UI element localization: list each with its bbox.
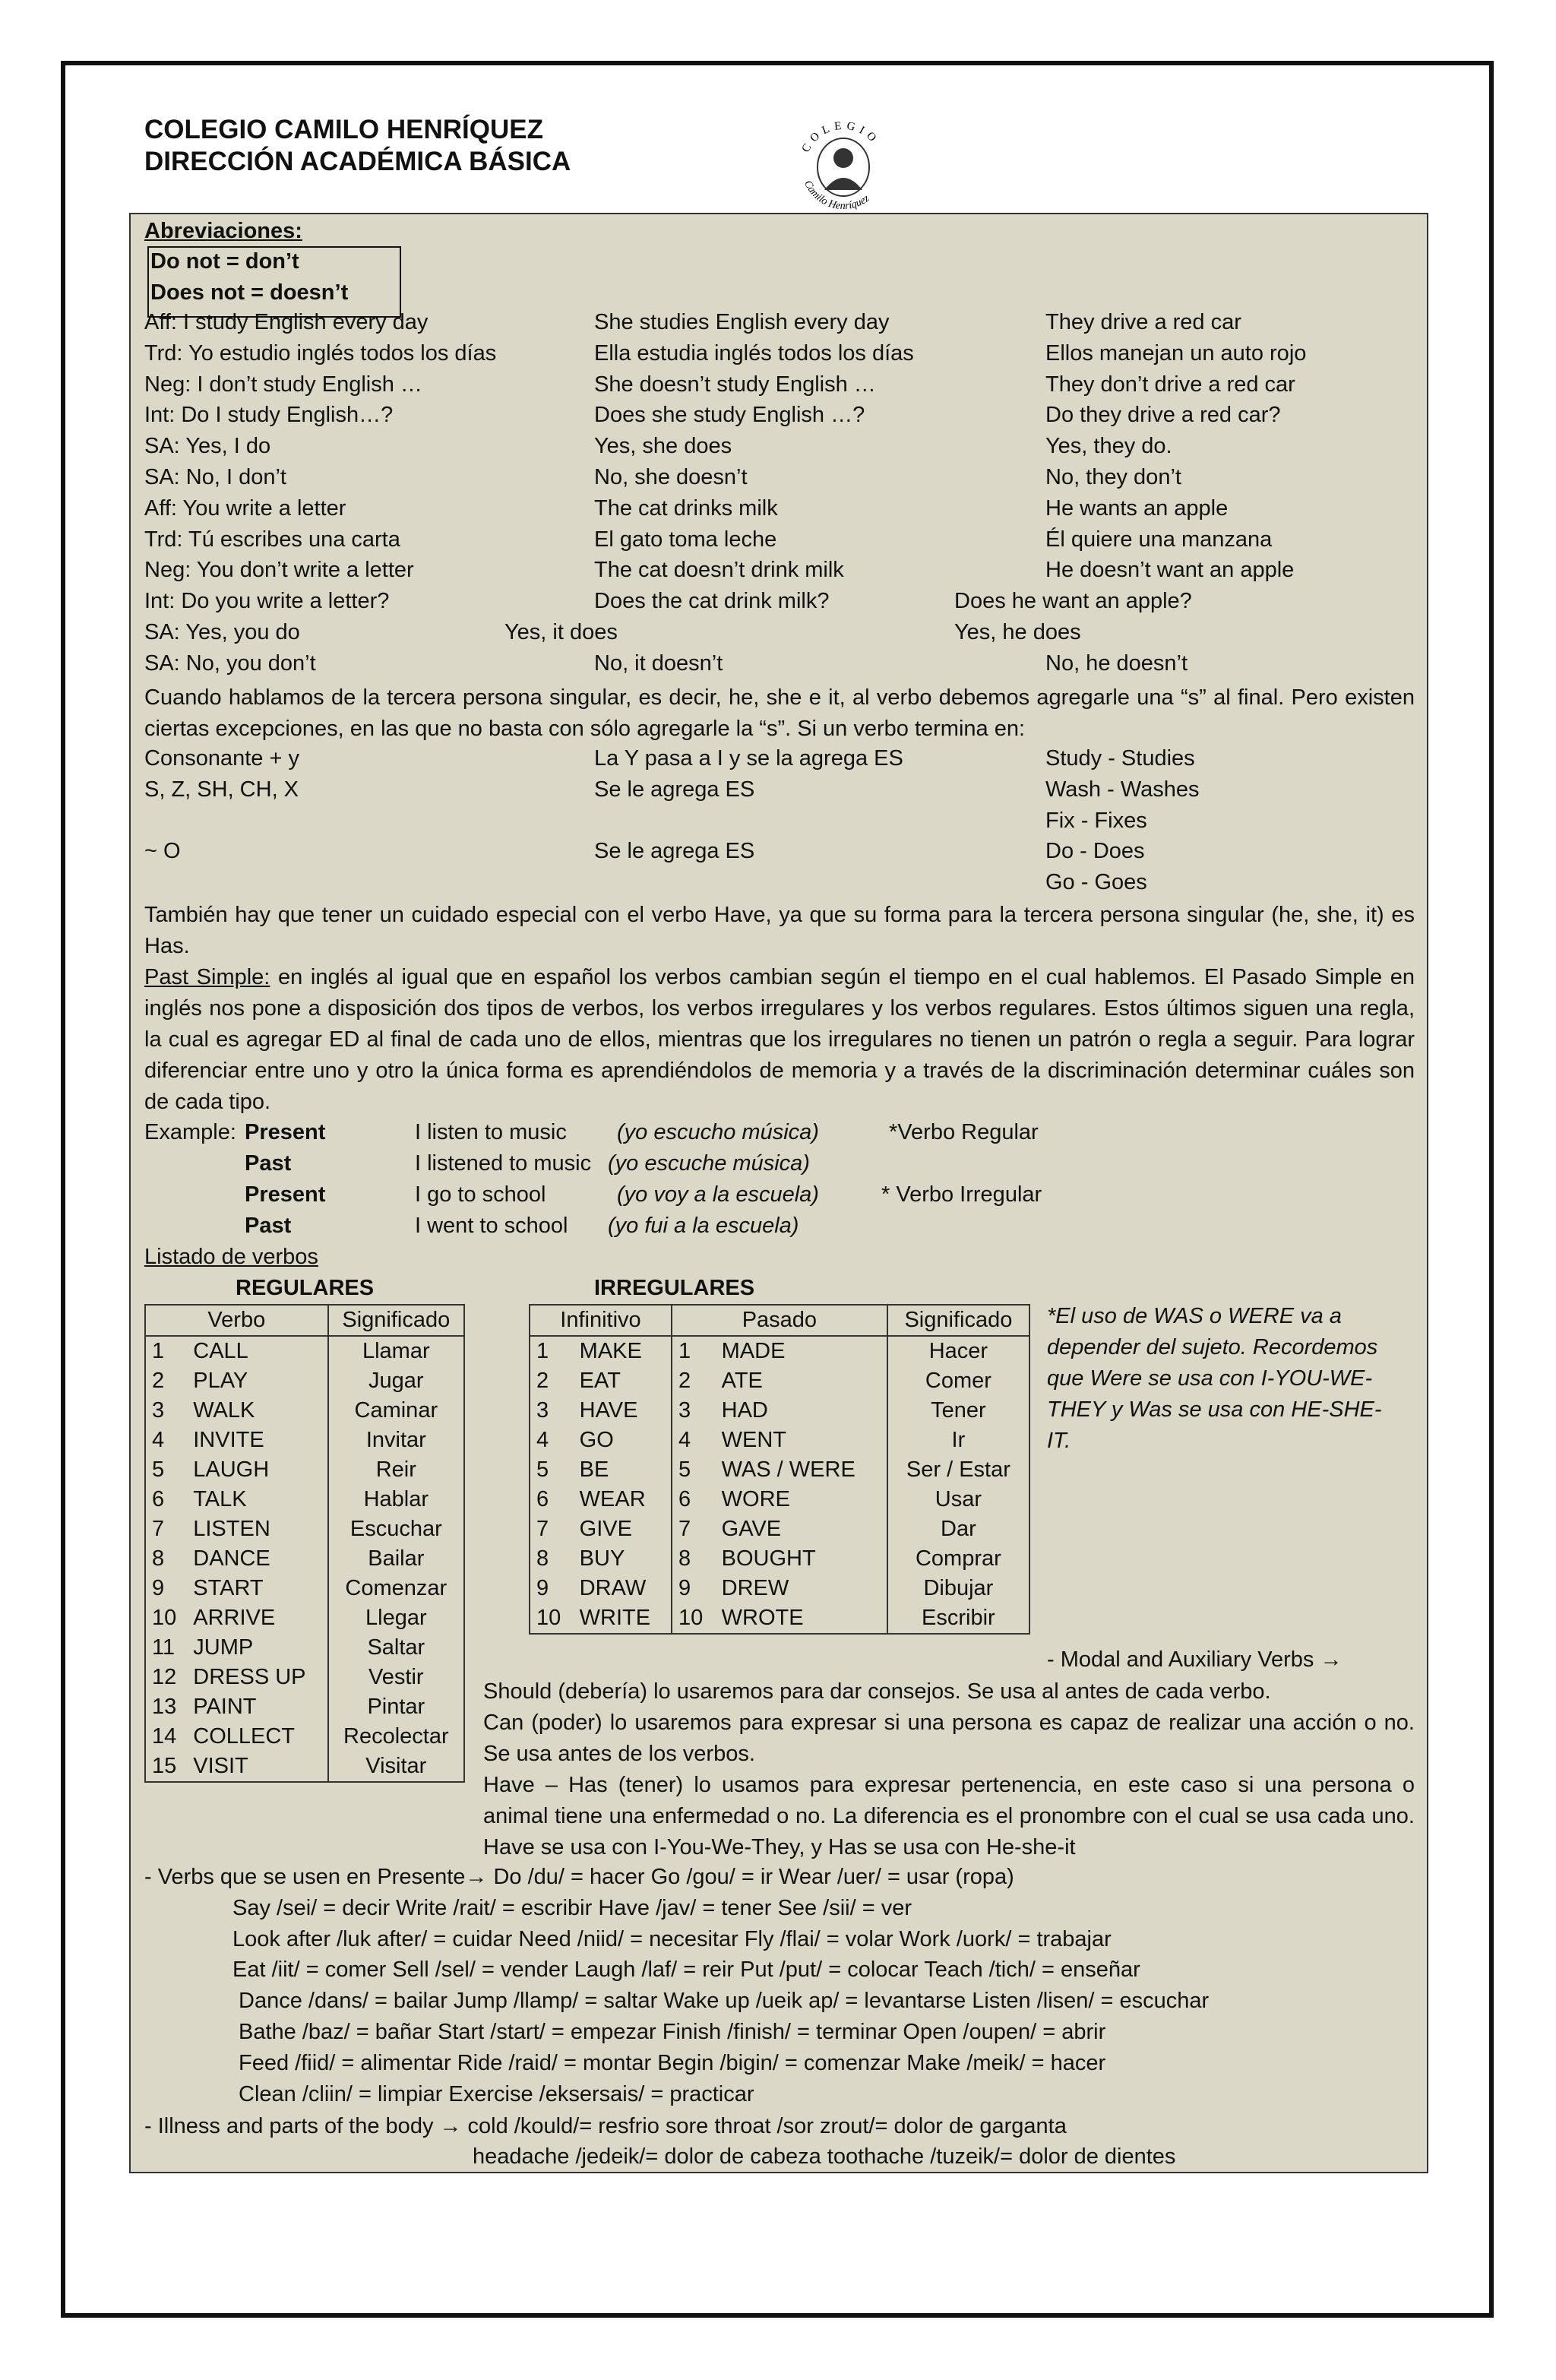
meaning-cell: Hacer bbox=[887, 1336, 1029, 1366]
example-line: Ella estudia inglés todos los días bbox=[594, 340, 914, 366]
row-number: 10 bbox=[530, 1603, 574, 1634]
meaning-cell: Vestir bbox=[328, 1663, 464, 1692]
example-sentence: I go to school bbox=[415, 1182, 546, 1207]
infinitive-cell: HAVE bbox=[574, 1396, 672, 1426]
example-note: * Verbo Irregular bbox=[881, 1182, 1042, 1207]
present-verb-line: Dance /dans/ = bailar Jump /llamp/ = saltar Wake up /ueik ap/ = levantarse Listen /lisen/ = escuchar bbox=[239, 1989, 1210, 2014]
present-verb-line: Eat /iit/ = comer Sell /sel/ = vender Laugh /laf/ = reir Put /put/ = colocar Teach /tich/ = enseñar bbox=[232, 1957, 1140, 1983]
example-line: The cat drinks milk bbox=[594, 495, 778, 521]
meaning-cell: Usar bbox=[887, 1485, 1029, 1514]
example-line: Yes, he does bbox=[954, 620, 1081, 644]
row-number: 8 bbox=[145, 1544, 187, 1574]
infinitive-cell: WEAR bbox=[574, 1485, 672, 1514]
present-verb-line: Look after /luk after/ = cuidar Need /niid/ = necesitar Fly /flai/ = volar Work /uork/ = trabajar bbox=[232, 1926, 1112, 1951]
past-cell: DREW bbox=[716, 1574, 887, 1603]
verb-cell: DRESS UP bbox=[187, 1663, 327, 1692]
meaning-cell: Caminar bbox=[328, 1396, 464, 1426]
infinitive-cell: WRITE bbox=[574, 1603, 672, 1634]
row-number: 6 bbox=[145, 1485, 187, 1514]
rule-description: Se le agrega ES bbox=[594, 777, 755, 802]
row-number: 14 bbox=[145, 1722, 187, 1752]
row-number: 15 bbox=[145, 1752, 187, 1782]
example-line: Aff: You write a letter bbox=[144, 495, 346, 521]
example-line: He doesn’t want an apple bbox=[1045, 558, 1295, 583]
row-number: 2 bbox=[530, 1366, 574, 1396]
abbreviation-item: Do not = don’t bbox=[150, 249, 299, 274]
table-row bbox=[145, 1336, 464, 1366]
row-number: 6 bbox=[530, 1485, 574, 1514]
example-line: SA: Yes, you do bbox=[144, 620, 300, 644]
row-number: 8 bbox=[530, 1544, 574, 1574]
meaning-cell: Llegar bbox=[328, 1603, 464, 1633]
abbreviations-title: Abreviaciones: bbox=[144, 219, 302, 243]
regular-header-verb: Verbo bbox=[145, 1305, 328, 1336]
example-translation: (yo escuche música) bbox=[608, 1151, 810, 1176]
rule-example: Go - Goes bbox=[1045, 870, 1147, 894]
example-label: Example: bbox=[144, 1120, 236, 1144]
past-cell: MADE bbox=[716, 1336, 887, 1366]
rule-example: Fix - Fixes bbox=[1045, 809, 1147, 833]
meaning-cell: Llamar bbox=[328, 1336, 464, 1366]
row-number: 3 bbox=[145, 1396, 187, 1426]
rule-example: Study - Studies bbox=[1045, 746, 1195, 771]
example-note: *Verbo Regular bbox=[889, 1120, 1039, 1144]
example-line: Trd: Tú escribes una carta bbox=[144, 527, 400, 552]
rule-ending: Consonante + y bbox=[144, 746, 299, 771]
table-row bbox=[145, 1366, 464, 1396]
meaning-cell: Ir bbox=[887, 1426, 1029, 1455]
meaning-cell: Ser / Estar bbox=[887, 1455, 1029, 1485]
verb-cell: VISIT bbox=[187, 1752, 327, 1782]
example-line: SA: Yes, I do bbox=[144, 434, 271, 459]
table-row bbox=[145, 1663, 464, 1692]
present-verb-line: Say /sei/ = decir Write /rait/ = escribir Have /jav/ = tener See /sii/ = ver bbox=[232, 1895, 912, 1920]
verb-list-title: Listado de verbos bbox=[144, 1245, 318, 1269]
row-number: 4 bbox=[672, 1426, 716, 1455]
example-sentence: I listen to music bbox=[415, 1120, 567, 1144]
table-row bbox=[530, 1396, 1029, 1426]
row-number: 9 bbox=[530, 1574, 574, 1603]
illness-line-2: headache /jedeik/= dolor de cabeza toothache /tuzeik/= dolor de dientes bbox=[473, 2144, 1176, 2169]
modal-can: Can (poder) lo usaremos para expresar si una persona es capaz de realizar una acción o no. Se usa antes de los verbos. bbox=[483, 1711, 1415, 1766]
infinitive-cell: GIVE bbox=[574, 1514, 672, 1544]
example-line: Neg: You don’t write a letter bbox=[144, 558, 414, 583]
example-translation: (yo fui a la escuela) bbox=[608, 1214, 799, 1238]
row-number: 5 bbox=[145, 1455, 187, 1485]
rule-example: Do - Does bbox=[1045, 839, 1145, 863]
regular-verbs-table bbox=[144, 1304, 465, 1783]
verb-cell: JUMP bbox=[187, 1633, 327, 1663]
row-number: 3 bbox=[672, 1396, 716, 1426]
modals-title: - Modal and Auxiliary Verbs → bbox=[1047, 1647, 1343, 1672]
row-number: 10 bbox=[145, 1603, 187, 1633]
verb-cell: START bbox=[187, 1574, 327, 1603]
example-line: No, they don’t bbox=[1045, 465, 1181, 489]
irregular-verbs-table bbox=[529, 1304, 1030, 1635]
verb-cell: LISTEN bbox=[187, 1514, 327, 1544]
school-logo bbox=[790, 114, 897, 213]
example-line: Do they drive a red car? bbox=[1045, 403, 1281, 428]
table-row bbox=[145, 1514, 464, 1544]
meaning-cell: Hablar bbox=[328, 1485, 464, 1514]
table-row bbox=[145, 1574, 464, 1603]
infinitive-cell: BE bbox=[574, 1455, 672, 1485]
verb-cell: DANCE bbox=[187, 1544, 327, 1574]
example-tense: Present bbox=[245, 1182, 326, 1207]
meaning-cell: Bailar bbox=[328, 1544, 464, 1574]
present-verb-line: Bathe /baz/ = bañar Start /start/ = empezar Finish /finish/ = terminar Open /oupen/ = abrir bbox=[239, 2020, 1106, 2044]
table-row bbox=[145, 1426, 464, 1455]
table-row bbox=[530, 1603, 1029, 1634]
table-row bbox=[145, 1544, 464, 1574]
example-line: Trd: Yo estudio inglés todos los días bbox=[144, 340, 497, 366]
example-line: He wants an apple bbox=[1045, 495, 1229, 521]
meaning-cell: Reir bbox=[328, 1455, 464, 1485]
table-row bbox=[530, 1426, 1029, 1455]
row-number: 7 bbox=[530, 1514, 574, 1544]
abbreviation-item: Does not = doesn’t bbox=[150, 280, 349, 305]
meaning-cell: Escuchar bbox=[328, 1514, 464, 1544]
past-cell: WROTE bbox=[716, 1603, 887, 1634]
table-row bbox=[530, 1366, 1029, 1396]
example-line: Does she study English …? bbox=[594, 403, 865, 428]
rule-ending: ~ O bbox=[144, 839, 181, 863]
past-cell: GAVE bbox=[716, 1514, 887, 1544]
irregular-title: IRREGULARES bbox=[594, 1276, 755, 1300]
example-line: Yes, it does bbox=[504, 620, 618, 644]
meaning-cell: Dibujar bbox=[887, 1574, 1029, 1603]
svg-text:Camilo Henríquez: Camilo Henríquez bbox=[802, 179, 872, 213]
meaning-cell: Dar bbox=[887, 1514, 1029, 1544]
irregular-header-infinitive: Infinitivo bbox=[530, 1305, 672, 1336]
example-sentence: I listened to music bbox=[415, 1151, 592, 1176]
table-row bbox=[530, 1544, 1029, 1574]
past-cell: BOUGHT bbox=[716, 1544, 887, 1574]
modal-should: Should (debería) lo usaremos para dar consejos. Se usa al antes de cada verbo. bbox=[483, 1679, 1271, 1704]
table-row bbox=[145, 1722, 464, 1752]
row-number: 13 bbox=[145, 1692, 187, 1722]
example-translation: (yo voy a la escuela) bbox=[617, 1182, 819, 1207]
example-sentence: I went to school bbox=[415, 1214, 568, 1238]
meaning-cell: Jugar bbox=[328, 1366, 464, 1396]
meaning-cell: Tener bbox=[887, 1396, 1029, 1426]
example-line: SA: No, I don’t bbox=[144, 465, 286, 489]
row-number: 12 bbox=[145, 1663, 187, 1692]
table-row bbox=[530, 1574, 1029, 1603]
present-verb-line: Clean /cliin/ = limpiar Exercise /eksersais/ = practicar bbox=[239, 2081, 754, 2106]
past-simple-text: en inglés al igual que en español los verbos cambian según el tiempo en el cual hablemos. El Pasado Simple en inglés nos pone a disposición dos tipos de verbos, los verbos irregulares y los verbos regulares. Estos últimos siguen una regla, la cual es agregar ED al final de cada uno de ellos, mientras que los irregulares no tienen un patrón o regla a seguir. Para lograr diferenciar entre uno y otro la única forma es aprendiéndolos de memoria y a través de la discriminación determinar cuáles son de cada tipo. bbox=[144, 965, 1415, 1114]
example-line: SA: No, you don’t bbox=[144, 650, 316, 676]
example-line: The cat doesn’t drink milk bbox=[594, 558, 844, 583]
example-line: No, it doesn’t bbox=[594, 650, 723, 676]
row-number: 1 bbox=[530, 1336, 574, 1366]
table-row bbox=[145, 1633, 464, 1663]
school-name: COLEGIO CAMILO HENRÍQUEZ bbox=[144, 115, 543, 144]
rule-description: Se le agrega ES bbox=[594, 839, 755, 863]
example-line: She doesn’t study English … bbox=[594, 372, 876, 397]
row-number: 11 bbox=[145, 1633, 187, 1663]
rule-ending: S, Z, SH, CH, X bbox=[144, 777, 299, 802]
infinitive-cell: DRAW bbox=[574, 1574, 672, 1603]
row-number: 8 bbox=[672, 1544, 716, 1574]
have-note: También hay que tener un cuidado especial con el verbo Have, ya que su forma para la tercera persona singular (he, she, it) es Has. bbox=[144, 903, 1415, 958]
verb-cell: ARRIVE bbox=[187, 1603, 327, 1633]
row-number: 7 bbox=[145, 1514, 187, 1544]
table-row bbox=[530, 1514, 1029, 1544]
example-line: Yes, they do. bbox=[1045, 434, 1172, 459]
irregular-header-past: Pasado bbox=[672, 1305, 887, 1336]
past-cell: ATE bbox=[716, 1366, 887, 1396]
third-person-paragraph: Cuando hablamos de la tercera persona singular, es decir, he, she e it, al verbo debemos agregarle una “s” al final. Pero existen ciertas excepciones, en las que no basta con sólo agregarle la “s”. Si un verbo termina en: bbox=[144, 685, 1415, 741]
row-number: 10 bbox=[672, 1603, 716, 1634]
table-row bbox=[145, 1752, 464, 1782]
infinitive-cell: BUY bbox=[574, 1544, 672, 1574]
example-line: Int: Do you write a letter? bbox=[144, 589, 390, 614]
irregular-header-meaning: Significado bbox=[887, 1305, 1029, 1336]
verb-cell: TALK bbox=[187, 1485, 327, 1514]
row-number: 5 bbox=[672, 1455, 716, 1485]
verb-cell: CALL bbox=[187, 1336, 327, 1366]
row-number: 2 bbox=[145, 1366, 187, 1396]
was-were-note: *El uso de WAS o WERE va a depender del sujeto. Recordemos que Were se usa con I-YOU-WE-THEY y Was se usa con HE-SHE-IT. bbox=[1047, 1304, 1382, 1453]
row-number: 5 bbox=[530, 1455, 574, 1485]
meaning-cell: Comprar bbox=[887, 1544, 1029, 1574]
example-tense: Present bbox=[245, 1120, 326, 1144]
meaning-cell: Saltar bbox=[328, 1633, 464, 1663]
row-number: 9 bbox=[672, 1574, 716, 1603]
verb-cell: LAUGH bbox=[187, 1455, 327, 1485]
meaning-cell: Invitar bbox=[328, 1426, 464, 1455]
example-line: She studies English every day bbox=[594, 310, 890, 334]
verb-cell: WALK bbox=[187, 1396, 327, 1426]
table-row bbox=[530, 1336, 1029, 1366]
example-line: Does he want an apple? bbox=[954, 589, 1192, 614]
illness-line-1: - Illness and parts of the body → cold /kould/= resfrio sore throat /sor zrout/= dolor de garganta bbox=[144, 2114, 1067, 2138]
meaning-cell: Visitar bbox=[328, 1752, 464, 1782]
row-number: 4 bbox=[530, 1426, 574, 1455]
past-simple-label: Past Simple: bbox=[144, 965, 270, 989]
infinitive-cell: GO bbox=[574, 1426, 672, 1455]
example-line: El gato toma leche bbox=[594, 527, 777, 552]
meaning-cell: Comer bbox=[887, 1366, 1029, 1396]
example-line: Neg: I don’t study English … bbox=[144, 372, 422, 397]
infinitive-cell: EAT bbox=[574, 1366, 672, 1396]
svg-text:COLEGIO: COLEGIO bbox=[799, 119, 882, 155]
present-verb-line: Feed /fiid/ = alimentar Ride /raid/ = montar Begin /bigin/ = comenzar Make /meik/ = hacer bbox=[239, 2050, 1106, 2075]
example-line: Ellos manejan un auto rojo bbox=[1045, 340, 1307, 366]
table-row bbox=[530, 1455, 1029, 1485]
verb-cell: PLAY bbox=[187, 1366, 327, 1396]
regular-title: REGULARES bbox=[236, 1276, 375, 1300]
row-number: 7 bbox=[672, 1514, 716, 1544]
meaning-cell: Recolectar bbox=[328, 1722, 464, 1752]
past-cell: WENT bbox=[716, 1426, 887, 1455]
example-line: Él quiere una manzana bbox=[1045, 527, 1273, 552]
table-row bbox=[145, 1485, 464, 1514]
past-simple-paragraph bbox=[144, 962, 1415, 1119]
row-number: 1 bbox=[672, 1336, 716, 1366]
row-number: 9 bbox=[145, 1574, 187, 1603]
table-row bbox=[145, 1603, 464, 1633]
table-row bbox=[145, 1455, 464, 1485]
example-tense: Past bbox=[245, 1214, 292, 1238]
row-number: 6 bbox=[672, 1485, 716, 1514]
document-header bbox=[144, 114, 571, 178]
table-row bbox=[145, 1396, 464, 1426]
table-row bbox=[530, 1485, 1029, 1514]
example-tense: Past bbox=[245, 1151, 292, 1176]
row-number: 4 bbox=[145, 1426, 187, 1455]
example-line: They drive a red car bbox=[1045, 310, 1241, 334]
example-line: Yes, she does bbox=[594, 434, 732, 459]
infinitive-cell: MAKE bbox=[574, 1336, 672, 1366]
example-line: They don’t drive a red car bbox=[1045, 372, 1295, 397]
meaning-cell: Escribir bbox=[887, 1603, 1029, 1634]
example-line: Int: Do I study English…? bbox=[144, 403, 394, 428]
example-line: Does the cat drink milk? bbox=[594, 589, 830, 614]
meaning-cell: Comenzar bbox=[328, 1574, 464, 1603]
row-number: 2 bbox=[672, 1366, 716, 1396]
regular-header-meaning: Significado bbox=[328, 1305, 464, 1336]
example-line: Aff: I study English every day bbox=[144, 310, 429, 334]
present-verb-line: - Verbs que se usen en Presente→ Do /du/ = hacer Go /gou/ = ir Wear /uer/ = usar (ropa) bbox=[144, 1865, 1014, 1889]
row-number: 1 bbox=[145, 1336, 187, 1366]
verb-cell: INVITE bbox=[187, 1426, 327, 1455]
rule-description: La Y pasa a I y se la agrega ES bbox=[594, 746, 903, 771]
verb-cell: PAINT bbox=[187, 1692, 327, 1722]
table-row bbox=[145, 1692, 464, 1722]
modal-have-has: Have – Has (tener) lo usamos para expresar pertenencia, en este caso si una persona o animal tiene una enfermedad o no. La diferencia es el pronombre con el cual se usa cada uno. Have se usa con I-You-We-They, y Has se usa con He-she-it bbox=[483, 1773, 1415, 1859]
example-line: No, she doesn’t bbox=[594, 465, 748, 489]
past-cell: HAD bbox=[716, 1396, 887, 1426]
past-cell: WORE bbox=[716, 1485, 887, 1514]
example-translation: (yo escucho música) bbox=[617, 1120, 819, 1144]
past-cell: WAS / WERE bbox=[716, 1455, 887, 1485]
verb-cell: COLLECT bbox=[187, 1722, 327, 1752]
meaning-cell: Pintar bbox=[328, 1692, 464, 1722]
example-line: No, he doesn’t bbox=[1045, 650, 1188, 676]
row-number: 3 bbox=[530, 1396, 574, 1426]
rule-example: Wash - Washes bbox=[1045, 777, 1200, 802]
department-name: DIRECCIÓN ACADÉMICA BÁSICA bbox=[144, 147, 571, 176]
